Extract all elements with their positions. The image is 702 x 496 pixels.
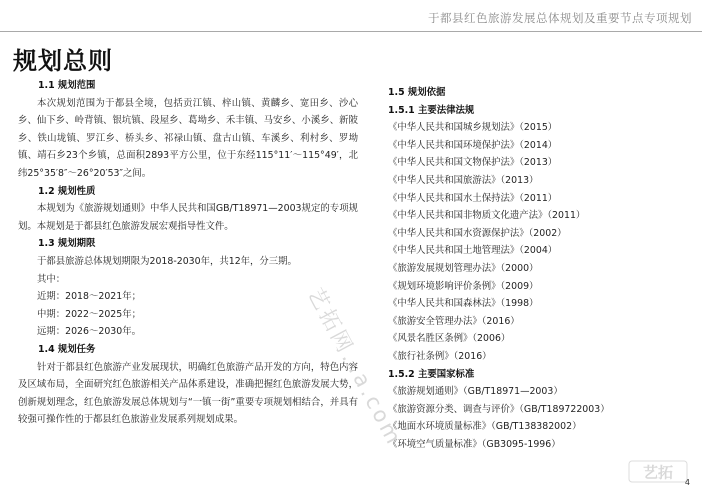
law-list-item: 《旅游发展规划管理办法》（2000） [388,262,539,274]
period-line: 于都县旅游总体规划期限为2018-2030年，共12年，分三期。 [37,255,297,267]
law-list-item: 《中华人民共和国土地管理法》（2004） [388,245,558,257]
law-list-item: 《规划环境影响评价条例》（2009） [388,280,539,292]
header-divider [0,31,702,32]
law-list-item: 《中华人民共和国环境保护法》（2014） [388,139,558,151]
law-list-item: 《中华人民共和国水资源保护法》（2002） [388,227,567,239]
subsection-heading-laws: 1.5.1 主要法律法规 [388,104,475,116]
law-list-item: 《中华人民共和国城乡规划法》（2015） [388,122,558,134]
period-line: 中期：2022～2025年； [37,308,141,320]
nature-paragraph: 本规划为《旅游规划通则》中华人民共和国GB/T18971—2003规定的专项规划。本规划是于都县红色旅游发展宏观指导性文件。 [18,203,358,232]
scope-paragraph: 本次规划范围为于都县全境，包括贡江镇、梓山镇、黄麟乡、宽田乡、沙心乡、仙下乡、岭背镇、银坑镇、段屋乡、葛坳乡、禾丰镇、马安乡、小溪乡、新陂乡、铁山垅镇、罗江乡、桥头乡、祁禄山镇、盘古山镇、车溪乡、利村乡、罗坳镇、靖石乡23个乡镇，总面积2893平方公里，位于东经115°11′～115°49′，北纬25°35′8″～26°20′53″之间。 [18,97,358,179]
law-list-item: 《中华人民共和国非物质文化遗产法》（2011） [388,210,586,222]
period-line: 远期：2026～2030年。 [37,326,141,338]
law-list-item: 《风景名胜区条例》（2006） [388,333,511,345]
section-heading-basis: 1.5 规划依据 [388,87,446,98]
site-logo [628,458,688,484]
section-heading-nature: 1.2 规划性质 [38,185,96,197]
right-column [388,84,698,453]
section-heading-period: 1.3 规划期限 [38,238,96,250]
page-number: 4 [684,478,690,487]
logo-text: 艺拓 [642,463,674,482]
standard-list-item: 《环境空气质量标准》（GB3095-1996） [388,438,561,450]
section-heading-scope: 1.1 规划范围 [38,80,96,91]
period-line: 其中： [37,273,66,285]
document-header-title: 于都县红色旅游发展总体规划及重要节点专项规划 [428,11,692,25]
section-heading-tasks: 1.4 规划任务 [38,343,96,355]
standard-list-item: 《旅游规划通则》（GB/T18971—2003） [388,386,563,398]
subsection-heading-standards: 1.5.2 主要国家标准 [388,368,475,380]
left-column [18,77,358,429]
law-list-item: 《旅游安全管理办法》（2016） [388,315,520,327]
page-title: 规划总则 [13,47,113,75]
standard-list-item: 《地面水环境质量标准》（GB/T138382002） [388,421,582,433]
law-list-item: 《中华人民共和国文物保护法》（2013） [388,157,558,169]
watermark: 艺拓网…a.com [303,283,407,451]
law-list-item: 《中华人民共和国旅游法》（2013） [388,174,539,186]
law-list-item: 《中华人民共和国水土保持法》（2011） [388,192,558,204]
tasks-paragraph: 针对于都县红色旅游产业发展现状，明确红色旅游产品开发的方向，特色内容及区域布局，全面研究红色旅游相关产品体系建设，准确把握红色旅游发展大势，创新规划理念，红色旅游发展总体规划与“一镇一街”重要专项规划相结合，并具有较强可操作性的于都县红色旅游业发展系列规划成果。 [18,361,358,426]
law-list-item: 《旅行社条例》（2016） [388,350,492,362]
law-list-item: 《中华人民共和国森林法》（1998） [388,298,539,310]
standard-list-item: 《旅游资源分类、调查与评价》（GB/T189722003） [388,403,610,415]
period-line: 近期：2018～2021年； [37,291,141,303]
